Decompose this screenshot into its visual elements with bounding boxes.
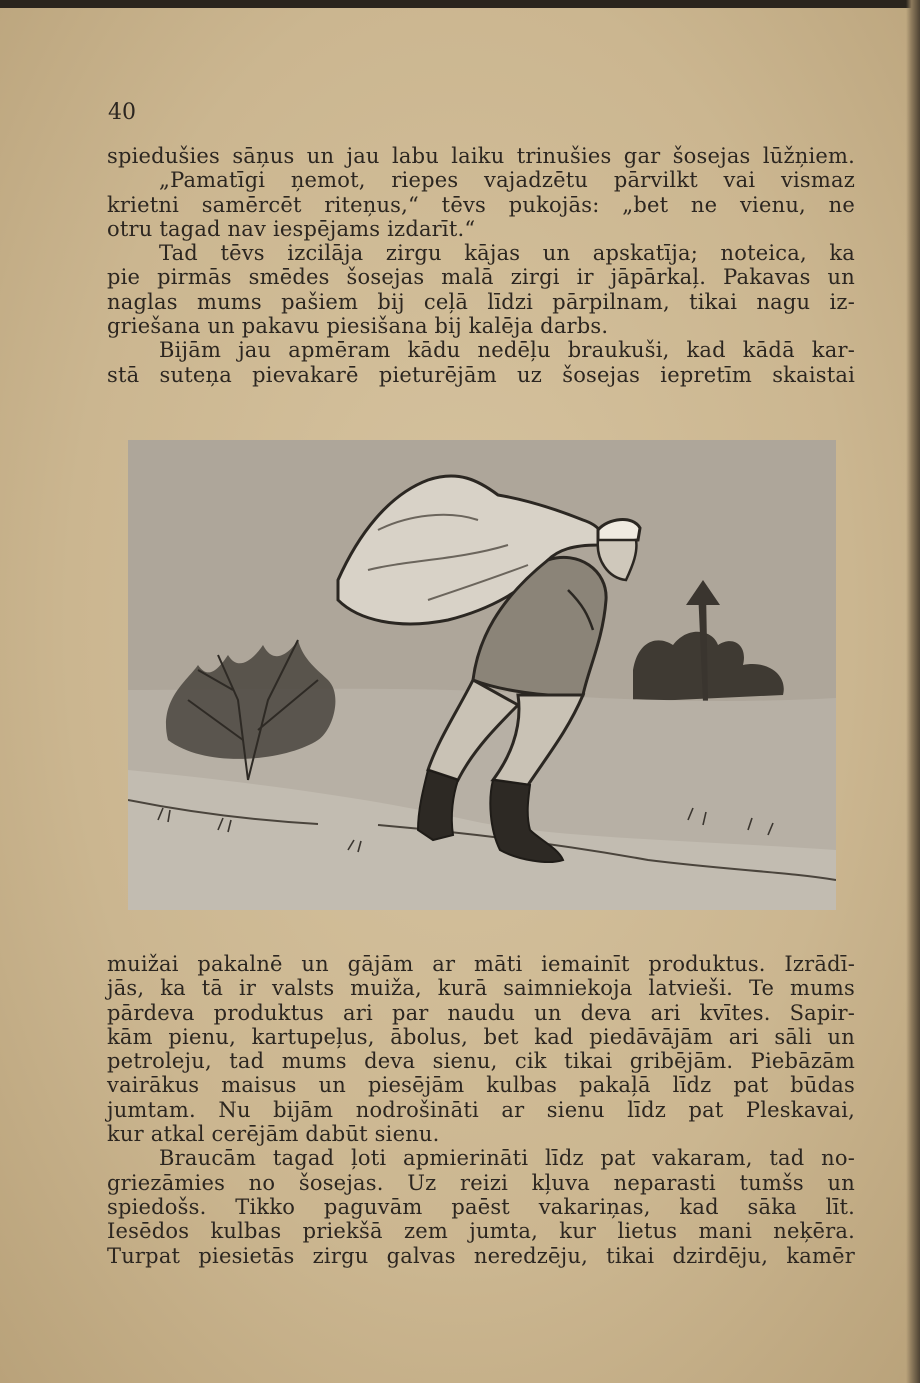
text-line: pārdeva produktus ari par naudu un deva ari kvītes. Sapir- <box>107 1000 855 1025</box>
text-line: naglas mums pašiem bij ceļā līdzi pārpilnam, tikai nagu iz- <box>107 289 855 314</box>
text-line: griezāmies no šosejas. Uz reizi kļuva neparasti tumšs un <box>107 1170 855 1195</box>
text-line: vairākus maisus un piesējām kulbas pakaļā līdz pat būdas <box>107 1073 855 1098</box>
text-line: muižai pakalnē un gājām ar māti iemainīt produktus. Izrādī- <box>107 952 855 976</box>
text-line: Tad tēvs izcilāja zirgu kājas un apskatīja; noteica, ka <box>159 241 855 266</box>
text-line: jumtam. Nu bijām nodrošināti ar sienu līdz pat Pleskavai, <box>107 1097 855 1122</box>
text-line: Turpat piesietās zirgu galvas neredzēju, tikai dzirdēju, kamēr <box>107 1243 855 1268</box>
illustration-drawing <box>128 440 836 910</box>
text-line: spiedošs. Tikko paguvām paēst vakariņas, kad sāka līt. <box>107 1194 855 1219</box>
page-right-edge <box>906 0 920 1383</box>
page-number: 40 <box>108 100 136 125</box>
text-line: stā suteņa pievakarē pieturējām uz šosejas iepretīm skaistai <box>107 362 855 387</box>
text-line: spiedušies sāņus un jau labu laiku trinušies gar šosejas lūžņiem. <box>107 144 855 168</box>
text-line: kām pienu, kartupeļus, ābolus, bet kad piedāvājām ari sāli un <box>107 1024 855 1049</box>
text-line: Bijām jau apmēram kādu nedēļu braukuši, kad kādā kar- <box>159 338 855 363</box>
text-line: Iesēdos kulbas priekšā zem jumta, kur lietus mani neķēra. <box>107 1219 855 1244</box>
text-line: petroleju, tad mums deva sienu, cik tikai gribējām. Piebāzām <box>107 1049 855 1074</box>
text-line: Braucām tagad ļoti apmierināti līdz pat vakaram, tad no- <box>159 1146 855 1171</box>
text-block-bottom <box>107 952 855 1268</box>
text-line: griešana un pakavu piesišana bij kalēja darbs. <box>107 314 609 339</box>
illustration-man-carrying-sack <box>128 440 836 910</box>
text-line: kur atkal cerējām dabūt sienu. <box>107 1122 440 1147</box>
text-line: otru tagad nav iespējams izdarīt.“ <box>107 216 476 241</box>
text-block-top <box>107 144 855 387</box>
text-line: „Pamatīgi ņemot, riepes vajadzētu pārvilkt vai vismaz <box>159 168 855 193</box>
text-line: krietni samērcēt riteņus,“ tēvs pukojās: „bet ne vienu, ne <box>107 192 855 217</box>
page-top-edge <box>0 0 920 8</box>
text-line: jās, ka tā ir valsts muiža, kurā saimniekoja latvieši. Te mums <box>107 976 855 1001</box>
text-line: pie pirmās smēdes šosejas malā zirgi ir jāpārkaļ. Pakavas un <box>107 265 855 290</box>
